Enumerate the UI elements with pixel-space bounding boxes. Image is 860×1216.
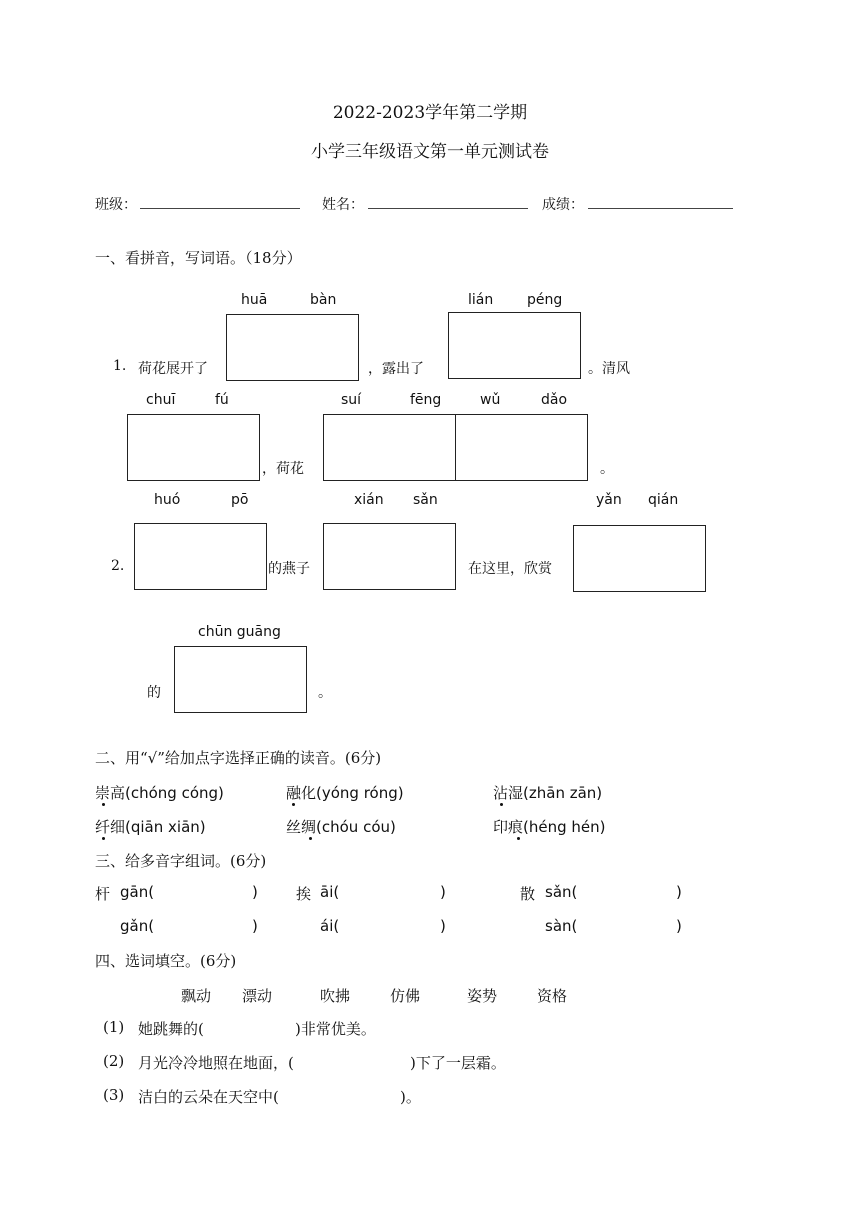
page-subtitle: 小学三年级语文第一单元测试卷 xyxy=(311,142,549,162)
question-number: 1. xyxy=(113,358,127,374)
sentence-text: 月光冷冷地照在地面，( xyxy=(138,1054,294,1072)
polyphone-char: 散 xyxy=(520,885,536,903)
sentence-text: 洁白的云朵在天空中( xyxy=(138,1088,279,1106)
sentence-number: (1) xyxy=(103,1018,125,1036)
question-text: ，露出了 xyxy=(368,361,424,377)
emphasis-dot xyxy=(102,837,105,840)
sentence-text: )下了一层霜。 xyxy=(410,1054,506,1072)
answer-box[interactable] xyxy=(455,414,588,481)
section4-heading: 四、选词填空。(6分) xyxy=(95,952,237,970)
word-item xyxy=(95,816,206,837)
word: 沾湿 xyxy=(493,784,524,802)
pinyin: wǔ xyxy=(480,392,501,408)
pinyin: qián xyxy=(648,492,679,508)
blank-close[interactable]: ) xyxy=(440,917,446,935)
pinyin: suí xyxy=(341,392,362,408)
page-title: 2022-2023学年第二学期 xyxy=(332,103,528,123)
word-choice: 飘动 xyxy=(181,987,212,1005)
answer-box[interactable] xyxy=(134,523,267,590)
pinyin: péng xyxy=(527,292,563,308)
emphasis-dot xyxy=(517,837,520,840)
polyphone-char: 挨 xyxy=(296,885,312,903)
question-number: 2. xyxy=(111,558,125,574)
class-field[interactable] xyxy=(140,208,300,209)
answer-box[interactable] xyxy=(448,312,581,379)
word-choice: 漂动 xyxy=(242,987,273,1005)
pinyin: fēng xyxy=(410,392,442,408)
question-text: 在这里，欣赏 xyxy=(468,561,552,577)
emphasis-dot xyxy=(309,837,312,840)
pinyin: huā xyxy=(241,292,268,308)
word: 融化 xyxy=(286,784,317,802)
blank-close[interactable]: ) xyxy=(440,883,446,901)
pinyin: sǎn xyxy=(413,492,438,508)
sentence-text: )非常优美。 xyxy=(295,1020,376,1038)
answer-box[interactable] xyxy=(323,523,456,590)
sentence-number: (3) xyxy=(103,1086,125,1104)
pinyin: pō xyxy=(231,492,249,508)
polyphone-pinyin: ái( xyxy=(320,917,340,935)
name-field[interactable] xyxy=(368,208,528,209)
name-label: 姓名： xyxy=(322,197,364,213)
pinyin: bàn xyxy=(310,292,337,308)
pinyin-options: (chóng cóng) xyxy=(125,784,224,802)
section1-heading: 一、看拼音，写词语。（18分） xyxy=(95,249,302,267)
section2-heading: 二、用“√”给加点字选择正确的读音。(6分) xyxy=(95,749,382,767)
answer-box[interactable] xyxy=(573,525,706,592)
pinyin-options: (chóu cóu) xyxy=(316,818,396,836)
answer-box[interactable] xyxy=(226,314,359,381)
pinyin-options: (qiān xiān) xyxy=(125,818,206,836)
score-label: 成绩： xyxy=(542,197,584,213)
emphasis-dot xyxy=(102,803,105,806)
emphasis-dot xyxy=(500,803,503,806)
question-text: 荷花展开了 xyxy=(138,361,208,377)
question-text: 。清风 xyxy=(588,361,630,377)
pinyin-options: (héng hén) xyxy=(523,818,606,836)
answer-box[interactable] xyxy=(174,646,307,713)
word-choice: 仿佛 xyxy=(390,987,421,1005)
word-item xyxy=(95,782,224,803)
polyphone-pinyin: gǎn( xyxy=(120,917,155,935)
question-text: ，荷花 xyxy=(262,461,304,477)
pinyin: dǎo xyxy=(541,392,568,408)
word-choice: 姿势 xyxy=(467,987,498,1005)
polyphone-char: 杆 xyxy=(95,885,111,903)
blank-close[interactable]: ) xyxy=(252,917,258,935)
pinyin: chuī xyxy=(146,392,176,408)
word-choice: 吹拂 xyxy=(320,987,351,1005)
question-text: 。 xyxy=(318,685,332,701)
question-text: 的燕子 xyxy=(268,561,310,577)
sentence-text: )。 xyxy=(400,1088,421,1106)
word-choice: 资格 xyxy=(537,987,568,1005)
pinyin: xián xyxy=(354,492,384,508)
question-text: 。 xyxy=(600,461,614,477)
pinyin-options: (zhān zān) xyxy=(523,784,603,802)
word-item xyxy=(286,782,404,803)
word: 印痕 xyxy=(493,818,524,836)
blank-close[interactable]: ) xyxy=(676,917,682,935)
polyphone-pinyin: sàn( xyxy=(545,917,578,935)
answer-box[interactable] xyxy=(127,414,260,481)
word-item xyxy=(286,816,396,837)
word-item xyxy=(493,816,606,837)
polyphone-pinyin: gān( xyxy=(120,883,155,901)
emphasis-dot xyxy=(292,803,295,806)
polyphone-pinyin: sǎn( xyxy=(545,883,578,901)
word: 丝绸 xyxy=(286,818,317,836)
polyphone-pinyin: āi( xyxy=(320,883,340,901)
sentence-number: (2) xyxy=(103,1052,125,1070)
pinyin-options: (yóng róng) xyxy=(316,784,404,802)
question-text: 的 xyxy=(147,685,161,701)
word: 纤细 xyxy=(95,818,126,836)
blank-close[interactable]: ) xyxy=(252,883,258,901)
word: 崇高 xyxy=(95,784,126,802)
pinyin: fú xyxy=(215,392,229,408)
sentence-text: 她跳舞的( xyxy=(138,1020,204,1038)
pinyin: chūn guāng xyxy=(198,624,281,640)
class-label: 班级： xyxy=(95,197,137,213)
answer-box[interactable] xyxy=(323,414,456,481)
pinyin: huó xyxy=(154,492,181,508)
score-field[interactable] xyxy=(588,208,733,209)
word-item xyxy=(493,782,602,803)
pinyin: lián xyxy=(468,292,494,308)
pinyin: yǎn xyxy=(596,492,622,508)
section3-heading: 三、给多音字组词。(6分) xyxy=(95,852,267,870)
blank-close[interactable]: ) xyxy=(676,883,682,901)
